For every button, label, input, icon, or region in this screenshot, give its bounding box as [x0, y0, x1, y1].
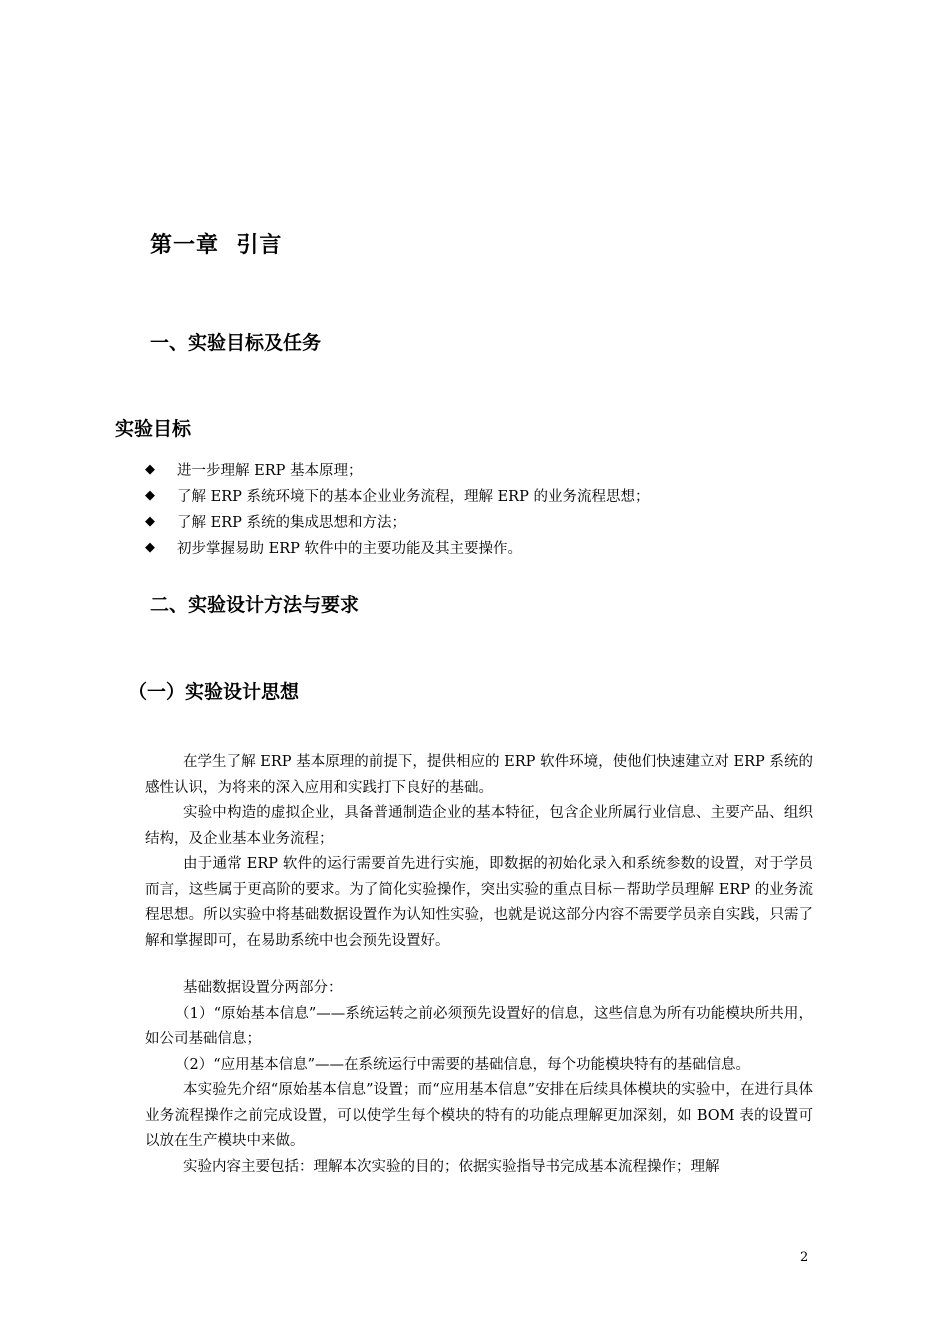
section1-title: 一、实验目标及任务 [150, 332, 322, 354]
diamond-bullet-icon: ◆ [145, 539, 155, 555]
goal-text: 了解 ERP 系统环境下的基本企业业务流程，理解 ERP 的业务流程思想； [177, 488, 650, 505]
diamond-bullet-icon: ◆ [145, 487, 155, 503]
paragraph: 由于通常 ERP 软件的运行需要首先进行实施，即数据的初始化录入和系统参数的设置，对于学员而言，这些属于更高阶的要求。为了简化实验操作，突出实验的重点目标－帮助学员理解 ERP 的业务流程思想。所以实验中将基础数据设置作为认知性实验，也就是说这部分内容不需要学员亲自实践，只需了解和掌握即可，在易助系统中也会预先设置好。 [145, 856, 813, 949]
paragraph: 在学生了解 ERP 基本原理的前提下，提供相应的 ERP 软件环境，使他们快速建立对 ERP 系统的感性认识，为将来的深入应用和实践打下良好的基础。 [145, 754, 813, 796]
goal-text: 了解 ERP 系统的集成思想和方法； [177, 514, 406, 531]
section2-title: 二、实验设计方法与要求 [150, 594, 360, 616]
goals-title: 实验目标 [115, 418, 192, 440]
page-number: 2 [800, 1250, 809, 1265]
goal-text: 进一步理解 ERP 基本原理； [177, 462, 363, 479]
paragraph: 基础数据设置分两部分： [183, 980, 343, 996]
paragraph: 实验内容主要包括：理解本次实验的目的；依据实验指导书完成基本流程操作；理解 [183, 1158, 720, 1175]
body-text-block-1 [145, 750, 813, 954]
chapter-title: 第一章 引言 [150, 233, 283, 258]
paragraph: （1）“原始基本信息”——系统运转之前必须预先设置好的信息，这些信息为所有功能模块所共用，如公司基础信息； [145, 1005, 813, 1047]
list-item [145, 534, 649, 560]
list-item [145, 508, 649, 534]
subsection1-title: （一）实验设计思想 [128, 681, 300, 703]
paragraph: （2）“应用基本信息”——在系统运行中需要的基础信息，每个功能模块特有的基础信息。 [175, 1056, 751, 1073]
body-text-block-2 [145, 976, 813, 1180]
list-item [145, 482, 649, 508]
diamond-bullet-icon: ◆ [145, 461, 155, 477]
goal-text: 初步掌握易助 ERP 软件中的主要功能及其主要操作。 [177, 540, 522, 557]
list-item [145, 456, 649, 482]
paragraph: 本实验先介绍“原始基本信息”设置；而“应用基本信息”安排在后续具体模块的实验中，在进行具体业务流程操作之前完成设置，可以使学生每个模块的特有的功能点理解更加深刻，如 BOM 表的设置可以放在生产模块中来做。 [145, 1082, 813, 1149]
paragraph: 实验中构造的虚拟企业，具备普通制造企业的基本特征，包含企业所属行业信息、主要产品、组织结构，及企业基本业务流程； [145, 805, 813, 847]
goals-list [145, 456, 649, 560]
diamond-bullet-icon: ◆ [145, 513, 155, 529]
